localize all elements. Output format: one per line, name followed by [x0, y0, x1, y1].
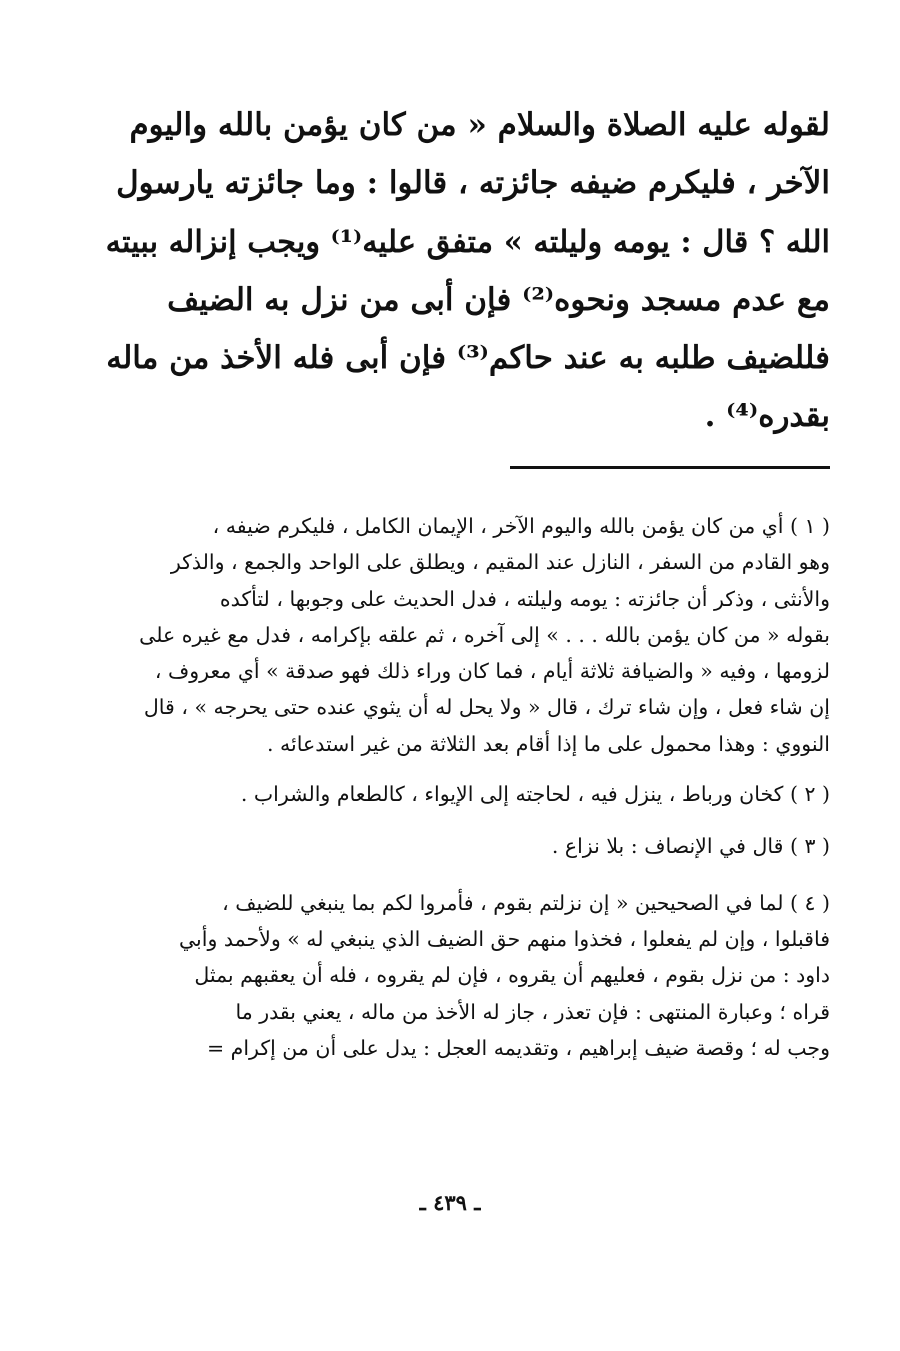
footnote-line: داود : من نزل بقوم ، فعليهم أن يقروه ، فإن لم يقروه ، فله أن يعقبهم بمثل: [194, 963, 830, 988]
page-number: ـ ٤٣٩ ـ: [419, 1190, 481, 1215]
footnote-line: وهو القادم من السفر ، النازل عند المقيم ، ويطلق على الواحد والجمع ، والذكر: [170, 550, 830, 575]
main-text-line: فللضيف طلبه به عند حاكم⁽³⁾ فإن أبى فله الأخذ من ماله: [106, 340, 830, 377]
main-text-line: الله ؟ قال : يومه وليلته » متفق عليه⁽¹⁾ ويجب إنزاله ببيته: [105, 223, 830, 260]
footnote-line: ( ٤ ) لما في الصحيحين « إن نزلتم بقوم ، فأمروا لكم بما ينبغي للضيف ،: [222, 890, 830, 915]
footnote-line: بقوله « من كان يؤمن بالله . . . » إلى آخره ، ثم علقه بإكرامه ، فدل مع غيره على: [139, 622, 830, 647]
main-text-block: [95, 96, 830, 446]
footnote-line: وجب له ؛ وقصة ضيف إبراهيم ، وتقديمه العجل : يدل على أن من إكرام =: [206, 1035, 830, 1060]
footnote-line: ( ٣ ) قال في الإنصاف : بلا نزاع .: [551, 834, 830, 859]
footnote-line: قراه ؛ وعبارة المنتهى : فإن تعذر ، جاز له الأخذ من ماله ، يعني بقدر ما: [235, 999, 830, 1024]
footnotes-block: [95, 508, 830, 1066]
footnote-line: والأنثى ، وذكر أن جائزته : يومه وليلته ، فدل الحديث على وجوبها ، لتأكده: [219, 586, 830, 611]
footnote-line: إن شاء فعل ، وإن شاء ترك ، قال « ولا يحل له أن يثوي عنده حتى يحرجه » ، قال: [143, 695, 830, 720]
footnote-2: [95, 776, 830, 812]
main-text-line: لقوله عليه الصلاة والسلام « من كان يؤمن بالله واليوم: [129, 107, 830, 143]
main-text-line: الآخر ، فليكرم ضيفه جائزته ، قالوا : وما جائزته يارسول: [116, 165, 830, 202]
footnote-line: ( ٢ ) كخان ورباط ، ينزل فيه ، لحاجته إلى الإيواء ، كالطعام والشراب .: [240, 782, 830, 807]
footnote-line: فاقبلوا ، وإن لم يفعلوا ، فخذوا منهم حق الضيف الذي ينبغي له » ولأحمد وأبي: [178, 926, 830, 951]
footnote-3: [95, 828, 830, 864]
footnote-1: [95, 508, 830, 762]
footnote-line: النووي : وهذا محمول على ما إذا أقام بعد الثلاثة من غير استدعائه .: [266, 731, 830, 756]
footnote-4: [95, 885, 830, 1066]
footnote-line: لزومها ، وفيه « والضيافة ثلاثة أيام ، فما كان وراء ذلك فهو صدقة » أي معروف ،: [154, 659, 830, 684]
main-text-line: مع عدم مسجد ونحوه⁽²⁾ فإن أبى من نزل به الضيف: [167, 281, 830, 318]
footnote-line: ( ١ ) أي من كان يؤمن بالله واليوم الآخر ، الإيمان الكامل ، فليكرم ضيفه ،: [212, 514, 830, 538]
footnote-divider: [510, 466, 830, 469]
main-text-line: بقدره⁽⁴⁾ .: [704, 398, 830, 435]
